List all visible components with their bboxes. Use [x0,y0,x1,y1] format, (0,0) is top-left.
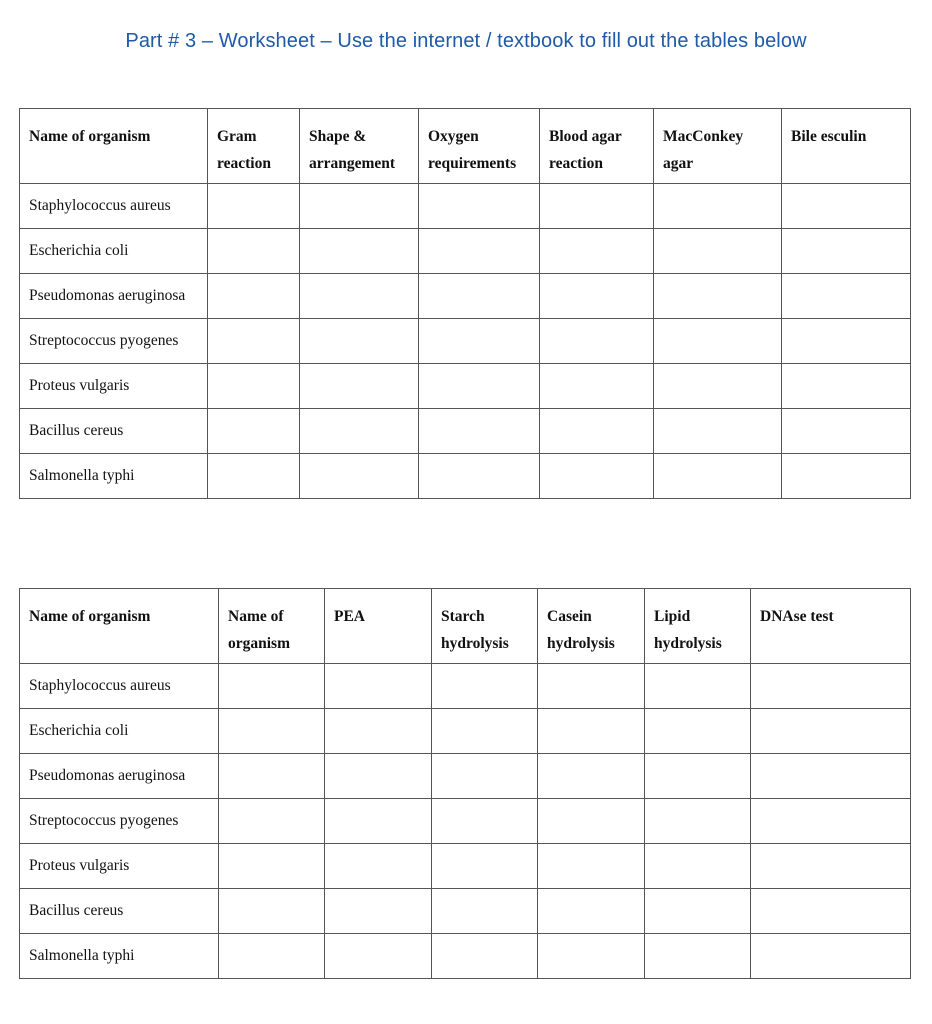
answer-cell[interactable] [419,229,540,274]
answer-cell[interactable] [325,799,432,844]
answer-cell[interactable] [419,409,540,454]
answer-cell[interactable] [782,229,911,274]
answer-cell[interactable] [419,319,540,364]
answer-cell[interactable] [538,754,645,799]
answer-cell[interactable] [432,889,538,934]
answer-cell[interactable] [654,454,782,499]
answer-cell[interactable] [782,454,911,499]
answer-cell[interactable] [219,664,325,709]
organism-name-cell: Streptococcus pyogenes [20,319,208,364]
organism-name-cell: Bacillus cereus [20,889,219,934]
organism-name-cell: Escherichia coli [20,229,208,274]
answer-cell[interactable] [300,274,419,319]
answer-cell[interactable] [654,274,782,319]
organism-name-cell: Staphylococcus aureus [20,184,208,229]
table-header-row [20,109,911,184]
organism-name-cell: Salmonella typhi [20,454,208,499]
answer-cell[interactable] [782,184,911,229]
column-header: Name of organism [20,589,219,664]
column-header: Name of organism [20,109,208,184]
column-header: Starch hydrolysis [432,589,538,664]
answer-cell[interactable] [538,709,645,754]
answer-cell[interactable] [208,364,300,409]
answer-cell[interactable] [540,319,654,364]
answer-cell[interactable] [219,754,325,799]
answer-cell[interactable] [219,799,325,844]
organism-name-cell: Pseudomonas aeruginosa [20,754,219,799]
organism-name-cell: Pseudomonas aeruginosa [20,274,208,319]
answer-cell[interactable] [645,889,751,934]
answer-cell[interactable] [540,409,654,454]
answer-cell[interactable] [208,454,300,499]
answer-cell[interactable] [540,229,654,274]
table-row [20,274,911,319]
answer-cell[interactable] [300,184,419,229]
worksheet-table-2 [19,588,911,979]
column-header: Blood agar reaction [540,109,654,184]
answer-cell[interactable] [645,754,751,799]
table-row [20,229,911,274]
answer-cell[interactable] [419,454,540,499]
answer-cell[interactable] [751,799,911,844]
answer-cell[interactable] [432,934,538,979]
table-row [20,664,911,709]
column-header: DNAse test [751,589,911,664]
answer-cell[interactable] [300,409,419,454]
answer-cell[interactable] [645,664,751,709]
answer-cell[interactable] [782,364,911,409]
organism-name-cell: Streptococcus pyogenes [20,799,219,844]
answer-cell[interactable] [208,184,300,229]
answer-cell[interactable] [654,319,782,364]
column-header: MacConkey agar [654,109,782,184]
answer-cell[interactable] [432,664,538,709]
answer-cell[interactable] [782,409,911,454]
column-header: Bile esculin [782,109,911,184]
table-header-row [20,589,911,664]
answer-cell[interactable] [208,274,300,319]
answer-cell[interactable] [540,454,654,499]
table-row [20,409,911,454]
table-row [20,799,911,844]
answer-cell[interactable] [300,454,419,499]
answer-cell[interactable] [432,709,538,754]
table-row [20,454,911,499]
answer-cell[interactable] [538,799,645,844]
answer-cell[interactable] [325,709,432,754]
answer-cell[interactable] [645,844,751,889]
answer-cell[interactable] [751,664,911,709]
answer-cell[interactable] [540,364,654,409]
answer-cell[interactable] [782,319,911,364]
answer-cell[interactable] [432,799,538,844]
answer-cell[interactable] [432,844,538,889]
answer-cell[interactable] [751,889,911,934]
answer-cell[interactable] [208,319,300,364]
column-header: Shape & arrangement [300,109,419,184]
answer-cell[interactable] [219,934,325,979]
answer-cell[interactable] [645,934,751,979]
answer-cell[interactable] [654,364,782,409]
page-title: Part # 3 – Worksheet – Use the internet / textbook to fill out the tables below [125,30,807,52]
answer-cell[interactable] [300,229,419,274]
column-header: Casein hydrolysis [538,589,645,664]
organism-name-cell: Salmonella typhi [20,934,219,979]
answer-cell[interactable] [538,934,645,979]
column-header: Gram reaction [208,109,300,184]
answer-cell[interactable] [751,754,911,799]
answer-cell[interactable] [751,844,911,889]
column-header: PEA [325,589,432,664]
column-header: Oxygen requirements [419,109,540,184]
column-header: Lipid hydrolysis [645,589,751,664]
answer-cell[interactable] [540,274,654,319]
worksheet-table-1 [19,108,911,499]
answer-cell[interactable] [219,844,325,889]
table-row [20,844,911,889]
answer-cell[interactable] [538,889,645,934]
answer-cell[interactable] [654,409,782,454]
answer-cell[interactable] [654,229,782,274]
table-row [20,319,911,364]
answer-cell[interactable] [419,364,540,409]
answer-cell[interactable] [219,889,325,934]
organism-name-cell: Escherichia coli [20,709,219,754]
organism-name-cell: Proteus vulgaris [20,844,219,889]
answer-cell[interactable] [645,799,751,844]
answer-cell[interactable] [654,184,782,229]
table-row [20,889,911,934]
answer-cell[interactable] [208,409,300,454]
answer-cell[interactable] [645,709,751,754]
answer-cell[interactable] [325,664,432,709]
answer-cell[interactable] [538,664,645,709]
answer-cell[interactable] [300,319,419,364]
answer-cell[interactable] [432,754,538,799]
answer-cell[interactable] [419,274,540,319]
answer-cell[interactable] [782,274,911,319]
organism-name-cell: Proteus vulgaris [20,364,208,409]
table-row [20,709,911,754]
organism-name-cell: Staphylococcus aureus [20,664,219,709]
table-row [20,184,911,229]
answer-cell[interactable] [325,844,432,889]
answer-cell[interactable] [325,889,432,934]
answer-cell[interactable] [751,709,911,754]
answer-cell[interactable] [751,934,911,979]
answer-cell[interactable] [419,184,540,229]
table-row [20,934,911,979]
answer-cell[interactable] [325,934,432,979]
organism-name-cell: Bacillus cereus [20,409,208,454]
answer-cell[interactable] [208,229,300,274]
answer-cell[interactable] [540,184,654,229]
answer-cell[interactable] [538,844,645,889]
answer-cell[interactable] [325,754,432,799]
answer-cell[interactable] [219,709,325,754]
table-row [20,754,911,799]
column-header: Name of organism [219,589,325,664]
table-row [20,364,911,409]
answer-cell[interactable] [300,364,419,409]
